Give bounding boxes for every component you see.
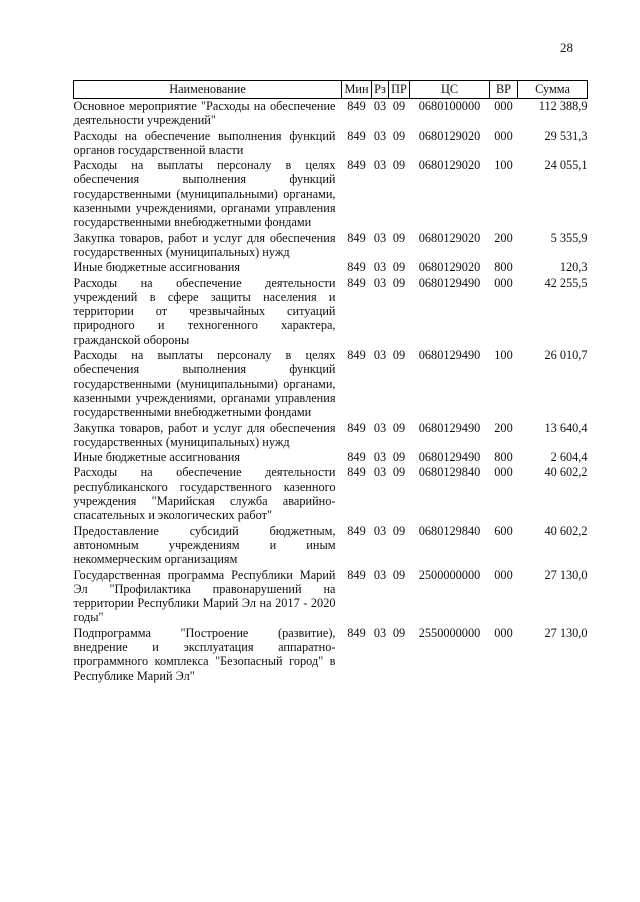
table-row	[74, 230, 588, 260]
header-cs: ЦС	[410, 81, 490, 99]
row-vr: 000	[494, 99, 513, 113]
header-name: Наименование	[74, 81, 342, 99]
row-rz: 03	[373, 523, 387, 538]
row-vr: 600	[494, 523, 513, 538]
row-name: Государственная программа Республики Марий Эл "Профилактика правонарушений на территории Республики Марий Эл на 2017 - 2020 годы"	[73, 567, 336, 625]
row-min: 849	[347, 99, 366, 113]
row-sum: 24 055,1	[544, 158, 588, 173]
row-rz: 03	[373, 625, 387, 640]
row-cs: 0680129840	[418, 465, 481, 480]
row-min: 849	[347, 450, 366, 465]
row-sum: 27 130,0	[544, 567, 588, 582]
row-min: 849	[347, 465, 366, 480]
row-vr: 100	[494, 158, 513, 173]
row-name: Расходы на обеспечение деятельности республиканского государственного казенного учреждения "Марийская служба аварийно-спасательных и экологических работ"	[73, 465, 336, 523]
row-vr: 000	[494, 625, 513, 640]
row-min: 849	[347, 158, 366, 173]
row-name: Закупка товаров, работ и услуг для обеспечения государственных (муниципальных) нужд	[73, 230, 336, 259]
row-name: Расходы на выплаты персоналу в целях обеспечения выполнения функций государственными (муниципальными) органами, казенными учреждениями, органами управления государственными внебюджетными фондами	[73, 348, 336, 420]
row-cs: 2500000000	[418, 567, 481, 582]
row-pr: 09	[392, 420, 406, 435]
row-min: 849	[347, 348, 366, 363]
row-min: 849	[347, 420, 366, 435]
row-vr: 200	[494, 420, 513, 435]
row-cs: 0680129020	[418, 158, 481, 173]
row-min: 849	[347, 275, 366, 290]
table-row	[74, 259, 588, 274]
row-cs: 0680129490	[418, 450, 481, 465]
row-cs: 0680129020	[418, 230, 481, 245]
row-name: Иные бюджетные ассигнования	[73, 260, 241, 275]
row-vr: 000	[494, 465, 513, 480]
row-name: Подпрограмма "Построение (развитие), внедрение и эксплуатация аппаратно-программного комплекса "Безопасный город" в Республике Марий Эл"	[73, 625, 336, 683]
row-sum: 13 640,4	[544, 420, 588, 435]
table-header-row	[74, 81, 588, 99]
row-vr: 800	[494, 260, 513, 275]
row-rz: 03	[373, 420, 387, 435]
row-sum: 2 604,4	[550, 450, 588, 465]
table-row	[74, 523, 588, 567]
row-vr: 800	[494, 450, 513, 465]
header-min: Мин	[342, 81, 372, 99]
table-row	[74, 449, 588, 464]
row-name: Иные бюджетные ассигнования	[73, 450, 241, 465]
row-min: 849	[347, 567, 366, 582]
header-sum: Сумма	[518, 81, 588, 99]
row-name: Основное мероприятие "Расходы на обеспечение деятельности учреждений"	[73, 99, 336, 128]
row-rz: 03	[373, 99, 387, 113]
row-pr: 09	[392, 260, 406, 275]
header-rz: Рз	[372, 81, 389, 99]
row-pr: 09	[392, 99, 406, 113]
row-pr: 09	[392, 465, 406, 480]
row-min: 849	[347, 523, 366, 538]
row-vr: 000	[494, 275, 513, 290]
row-pr: 09	[392, 348, 406, 363]
row-pr: 09	[392, 275, 406, 290]
table-row	[74, 157, 588, 229]
row-min: 849	[347, 625, 366, 640]
row-rz: 03	[373, 128, 387, 143]
header-pr: ПР	[389, 81, 410, 99]
row-rz: 03	[373, 230, 387, 245]
table-row	[74, 275, 588, 347]
row-cs: 2550000000	[418, 625, 481, 640]
row-pr: 09	[392, 450, 406, 465]
row-sum: 29 531,3	[544, 128, 588, 143]
table-row	[74, 420, 588, 450]
row-cs: 0680129490	[418, 420, 481, 435]
row-name: Расходы на обеспечение выполнения функций органов государственной власти	[73, 128, 336, 157]
row-pr: 09	[392, 230, 406, 245]
budget-table	[73, 80, 588, 683]
row-sum: 42 255,5	[544, 275, 588, 290]
table-row	[74, 625, 588, 683]
row-sum: 40 602,2	[544, 465, 588, 480]
row-pr: 09	[392, 567, 406, 582]
row-sum: 40 602,2	[544, 523, 588, 538]
table-row	[74, 128, 588, 158]
row-name: Предоставление субсидий бюджетным, автономным учреждениям и иным некоммерческим организациям	[73, 523, 336, 567]
row-vr: 000	[494, 567, 513, 582]
row-pr: 09	[392, 625, 406, 640]
table-row	[74, 347, 588, 419]
row-sum: 120,3	[559, 260, 588, 275]
row-cs: 0680100000	[418, 99, 481, 113]
header-vr: ВР	[490, 81, 518, 99]
table-row	[74, 464, 588, 522]
table-row	[74, 99, 588, 128]
row-min: 849	[347, 260, 366, 275]
row-cs: 0680129490	[418, 348, 481, 363]
row-sum: 26 010,7	[544, 348, 588, 363]
row-vr: 000	[494, 128, 513, 143]
row-cs: 0680129020	[418, 260, 481, 275]
row-rz: 03	[373, 260, 387, 275]
row-pr: 09	[392, 523, 406, 538]
row-cs: 0680129490	[418, 275, 481, 290]
row-rz: 03	[373, 348, 387, 363]
row-min: 849	[347, 128, 366, 143]
row-vr: 200	[494, 230, 513, 245]
row-sum: 5 355,9	[550, 230, 588, 245]
page-number: 28	[560, 40, 573, 55]
row-name: Закупка товаров, работ и услуг для обеспечения государственных (муниципальных) нужд	[73, 420, 336, 449]
row-rz: 03	[373, 567, 387, 582]
row-name: Расходы на выплаты персоналу в целях обеспечения выполнения функций государственными (муниципальными) органами, казенными учреждениями, органами управления государственными внебюджетными фондами	[73, 158, 336, 230]
row-min: 849	[347, 230, 366, 245]
row-rz: 03	[373, 275, 387, 290]
table-body	[74, 99, 588, 683]
row-rz: 03	[373, 450, 387, 465]
row-rz: 03	[373, 465, 387, 480]
row-rz: 03	[373, 158, 387, 173]
row-vr: 100	[494, 348, 513, 363]
table-row	[74, 567, 588, 625]
row-pr: 09	[392, 158, 406, 173]
row-cs: 0680129020	[418, 128, 481, 143]
row-sum: 112 388,9	[538, 99, 588, 113]
row-name: Расходы на обеспечение деятельности учреждений в сфере защиты населения и территории от чрезвычайных ситуаций природного и техногенного характера, гражданской обороны	[73, 275, 336, 347]
row-sum: 27 130,0	[544, 625, 588, 640]
row-pr: 09	[392, 128, 406, 143]
row-cs: 0680129840	[418, 523, 481, 538]
